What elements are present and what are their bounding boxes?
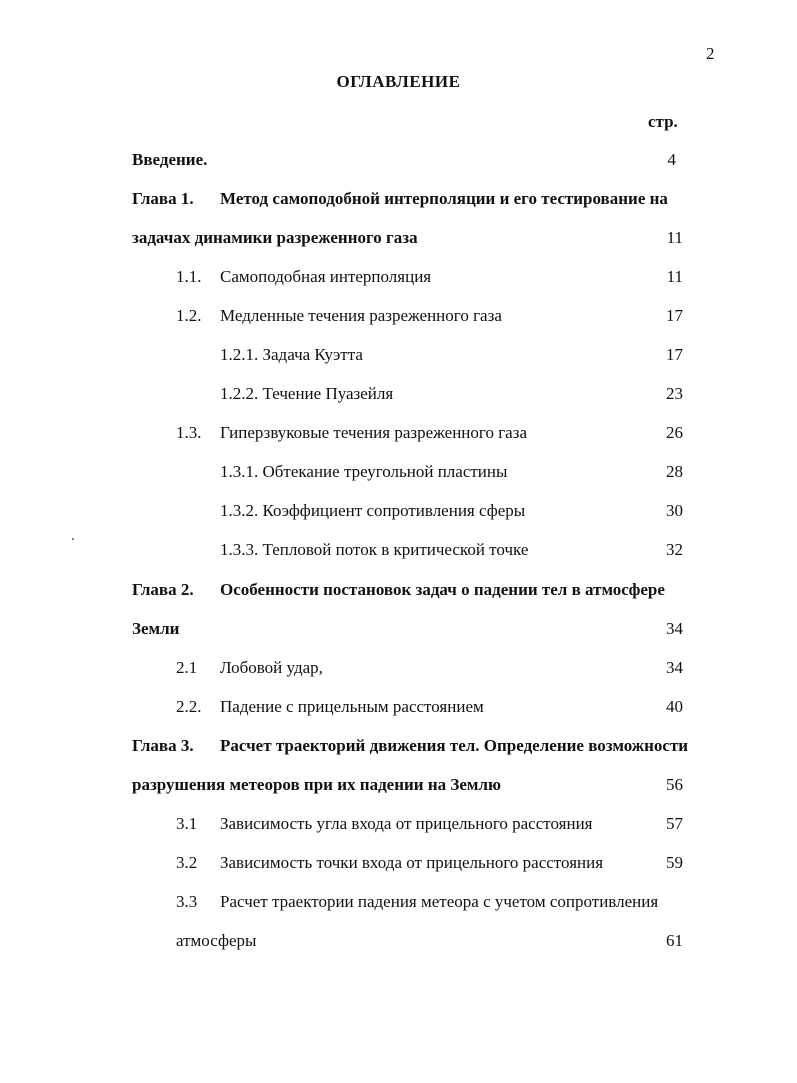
section-3-1-page: 57 [666,814,683,833]
chapter-2-label: Глава 2. [132,580,194,599]
section-3-2-title: Зависимость точки входа от прицельного расстояния [220,853,604,872]
intro-page: 4 [667,150,676,169]
chapter-3-label: Глава 3. [132,736,194,755]
section-1-2-1-page: 17 [666,345,683,364]
section-1-3-number: 1.3. [176,423,202,442]
page-number: 2 [706,44,715,63]
section-1-2-2-title: 1.2.2. Течение Пуазейля [220,384,394,403]
section-2-1-title: Лобовой удар, [220,658,323,677]
section-3-1-number: 3.1 [176,814,198,833]
section-3-3-title-line2: атмосферы [176,931,257,950]
section-3-1-title: Зависимость угла входа от прицельного расстояния [220,814,593,833]
chapter-2-title-line1: Особенности постановок задач о падении тел в атмосфере [220,580,665,599]
chapter-1-title-line1: Метод самоподобной интерполяции и его тестирование на [220,189,668,208]
section-1-3-2-title: 1.3.2. Коэффициент сопротивления сферы [220,501,526,520]
section-3-2-page: 59 [666,853,683,872]
section-1-2-1-title: 1.2.1. Задача Куэтта [220,345,363,364]
section-1-3-title: Гиперзвуковые течения разреженного газа [220,423,527,442]
section-1-1-number: 1.1. [176,267,202,286]
section-3-3-page: 61 [666,931,683,950]
section-1-2-title: Медленные течения разреженного газа [220,306,502,325]
section-2-2-number: 2.2. [176,697,202,716]
chapter-3-page: 56 [666,775,683,794]
section-3-3-title-line1: Расчет траектории падения метеора с учетом сопротивления [220,892,659,911]
page-title: ОГЛАВЛЕНИЕ [336,72,461,91]
chapter-1-title-line2: задачах динамики разреженного газа [132,228,418,247]
section-1-2-page: 17 [666,306,683,325]
chapter-3-title-line1: Расчет траекторий движения тел. Определение возможности [220,736,689,755]
section-1-3-3-title: 1.3.3. Тепловой поток в критической точке [220,540,529,559]
section-3-3-number: 3.3 [176,892,198,911]
section-3-2-number: 3.2 [176,853,198,872]
chapter-3-title-line2: разрушения метеоров при их падении на Землю [132,775,502,794]
section-1-1-title: Самоподобная интерполяция [220,267,432,286]
section-1-3-page: 26 [666,423,683,442]
chapter-1-page: 11 [666,228,683,247]
section-1-2-number: 1.2. [176,306,202,325]
chapter-2-page: 34 [666,619,683,638]
section-1-2-2-page: 23 [666,384,683,403]
section-2-2-page: 40 [666,697,683,716]
section-1-3-2-page: 30 [666,501,683,520]
section-1-1-page: 11 [666,267,683,286]
section-2-1-number: 2.1 [176,658,198,677]
page-column-label: стр. [648,112,678,131]
chapter-1-label: Глава 1. [132,189,194,208]
scan-speck [72,538,74,540]
intro-label: Введение. [132,150,208,169]
section-1-3-1-title: 1.3.1. Обтекание треугольной пластины [220,462,508,481]
chapter-2-title-line2: Земли [132,619,180,638]
section-1-3-1-page: 28 [666,462,683,481]
section-1-3-3-page: 32 [666,540,683,559]
section-2-2-title: Падение с прицельным расстоянием [220,697,484,716]
section-2-1-page: 34 [666,658,683,677]
